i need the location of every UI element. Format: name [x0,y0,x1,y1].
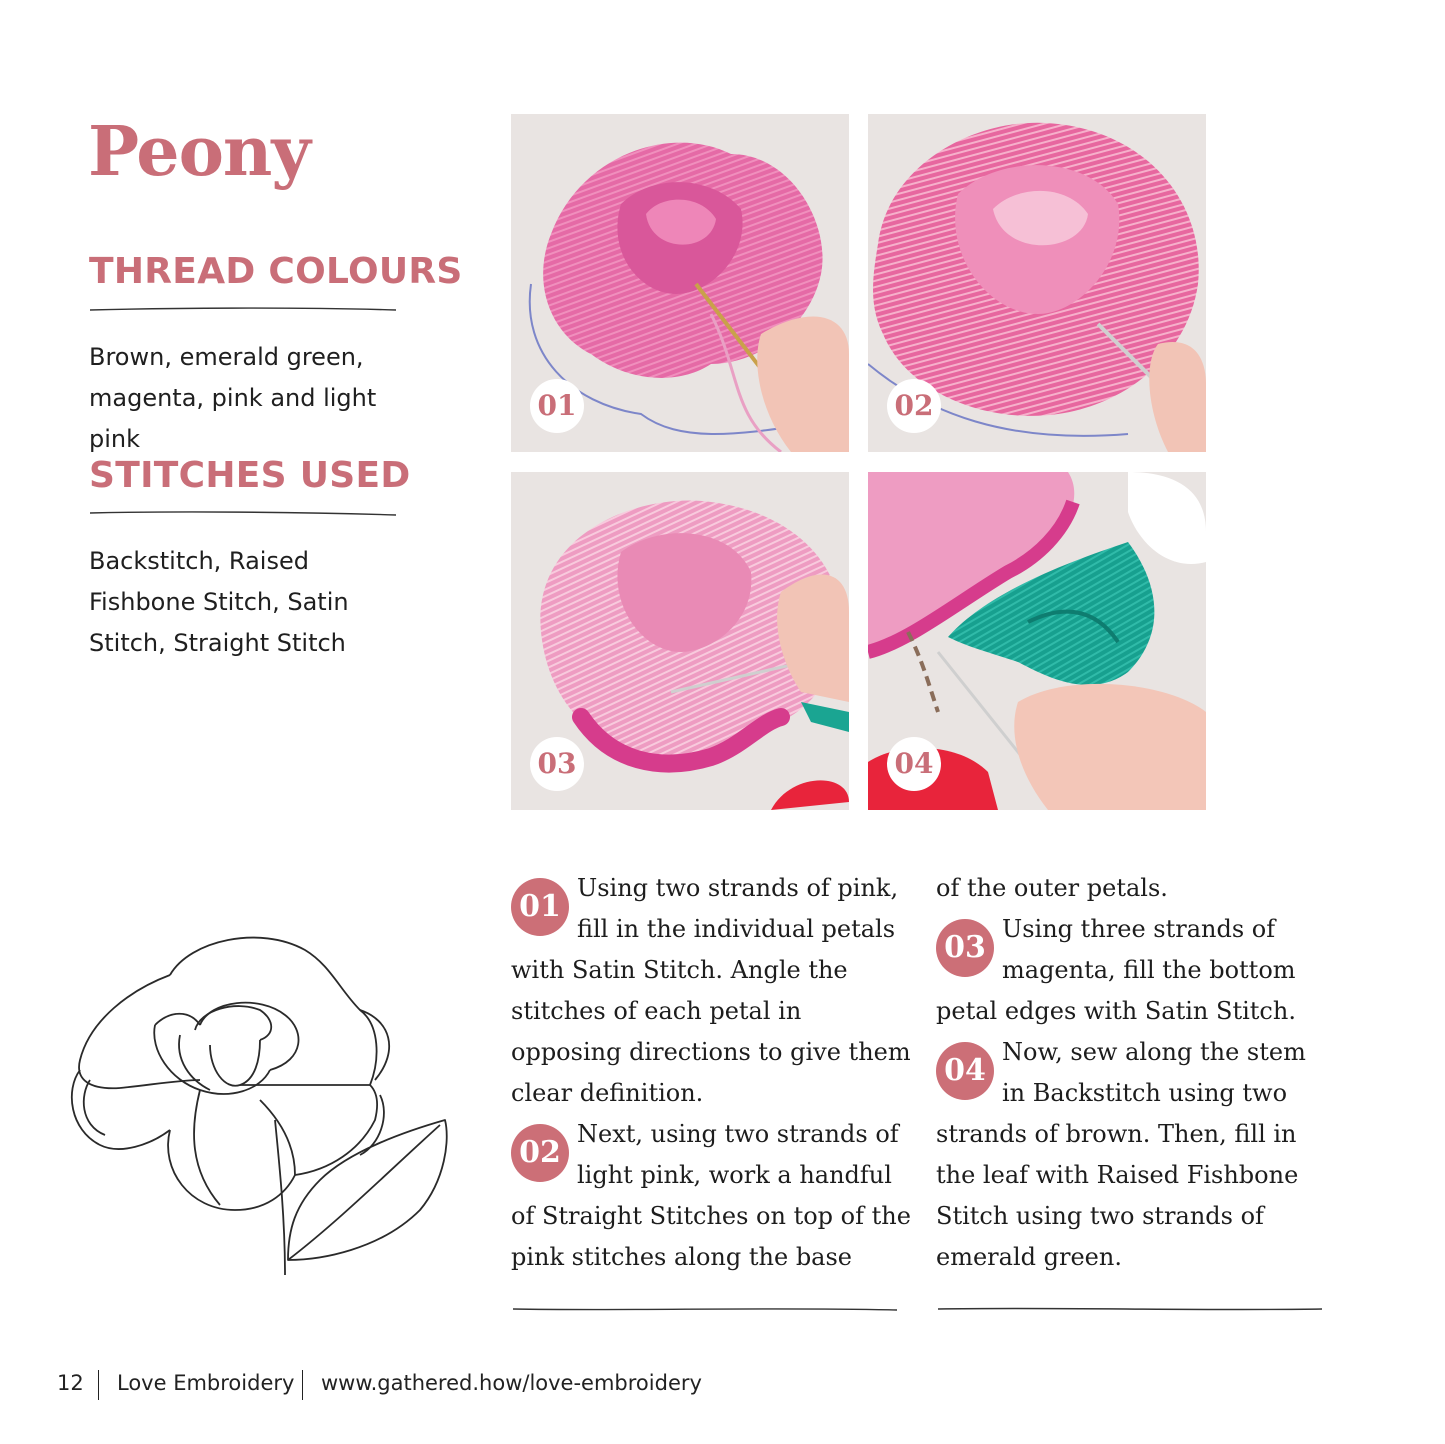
step-02 [511,1114,911,1278]
footer-separator [302,1370,303,1400]
peony-template-drawing [60,930,460,1290]
thread-colours-divider [88,302,398,316]
column-divider-left [511,1302,899,1316]
step-photo-04 [868,472,1206,810]
website-link[interactable]: www.gathered.how/love-embroidery [321,1371,702,1395]
photo-number-badge: 02 [887,379,941,433]
page-title: Peony [88,112,310,192]
instructions-column-left [511,868,911,1278]
step-02-continuation: of the outer petals. [936,874,1168,902]
step-03 [936,909,1336,1032]
photo-number-badge: 03 [530,737,584,791]
step-text: Now, sew along the stem in Backstitch using two strands of brown. Then, fill in the leaf with Raised Fishbone Stitch using two strands of emerald green. [936,1038,1306,1271]
step-number-badge: 04 [936,1042,994,1100]
step-photo-03 [511,472,849,810]
thread-colours-heading: THREAD COLOURS [89,251,463,292]
step-number-badge: 01 [511,878,569,936]
step-text: Using three strands of magenta, fill the bottom petal edges with Satin Stitch. [936,915,1296,1025]
step-photo-02 [868,114,1206,452]
stitches-used-divider [88,506,398,520]
magazine-name: Love Embroidery [117,1371,295,1395]
step-number-badge: 02 [511,1124,569,1182]
step-01 [511,868,911,1114]
step-photo-01 [511,114,849,452]
instructions-column-right [936,868,1336,1278]
column-divider-right [936,1302,1324,1316]
thread-colours-text: Brown, emerald green, magenta, pink and light pink [89,343,377,453]
photo-number-badge: 01 [530,379,584,433]
footer-separator [98,1370,99,1400]
page-number: 12 [57,1371,84,1395]
step-text: Next, using two strands of light pink, work a handful of Straight Stitches on top of the pink stitches along the base [511,1120,911,1271]
step-text: Using two strands of pink, fill in the individual petals with Satin Stitch. Angle the stitches of each petal in opposing directions to give them clear definition. [511,874,911,1107]
step-number-badge: 03 [936,919,994,977]
stitches-used-text: Backstitch, Raised Fishbone Stitch, Satin Stitch, Straight Stitch [89,547,349,657]
step-04 [936,1032,1336,1278]
photo-number-badge: 04 [887,737,941,791]
stitches-used-heading: STITCHES USED [89,455,411,496]
